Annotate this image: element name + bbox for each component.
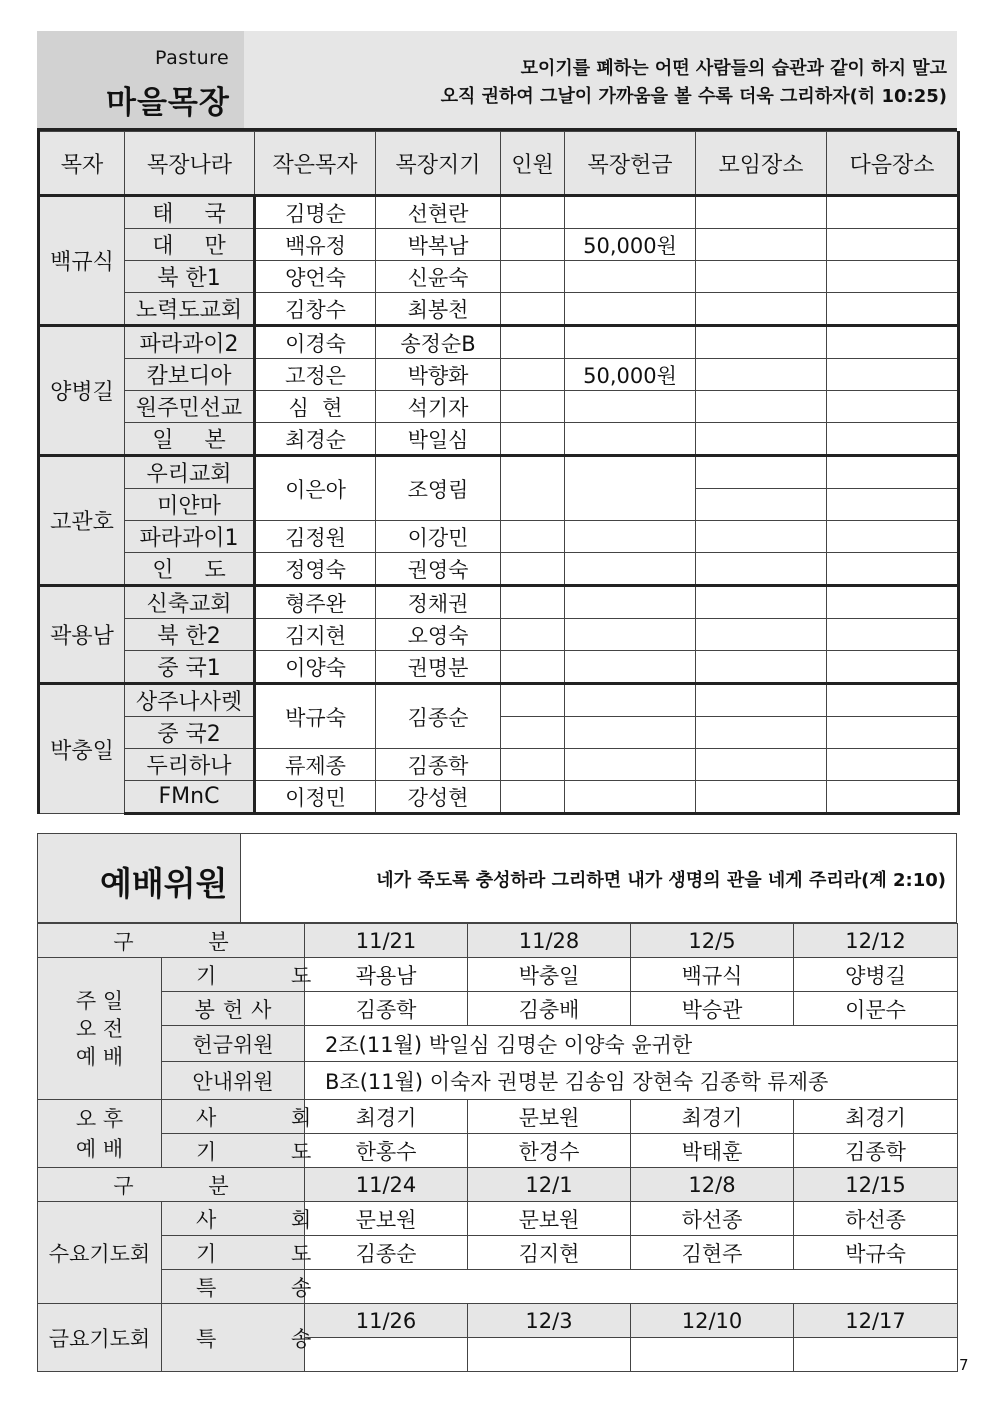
nation-cell: 미얀마 bbox=[125, 489, 255, 521]
name-cell: 박충일 bbox=[468, 958, 631, 992]
place-cell bbox=[696, 717, 827, 749]
name-cell: 한홍수 bbox=[305, 1134, 468, 1168]
prayer-label: 기 도 bbox=[162, 1236, 305, 1270]
name-cell: 이문수 bbox=[794, 992, 958, 1026]
nation-cell: FMnC bbox=[125, 781, 255, 814]
table-row bbox=[38, 1304, 958, 1338]
offering-cell bbox=[565, 619, 696, 651]
table-row bbox=[39, 651, 959, 684]
small-leader-cell: 이양숙 bbox=[255, 651, 376, 684]
keeper-cell: 권명분 bbox=[376, 651, 501, 684]
small-leader-cell: 김명순 bbox=[255, 196, 376, 229]
table-row bbox=[38, 1202, 958, 1236]
div-label: 구 분 bbox=[38, 1168, 305, 1202]
next-place-cell bbox=[827, 359, 959, 391]
name-cell: 백규식 bbox=[631, 958, 794, 992]
small-leader-cell: 백유정 bbox=[255, 229, 376, 261]
place-cell bbox=[696, 423, 827, 456]
leader-cell: 박충일 bbox=[39, 684, 125, 814]
offering-cell bbox=[565, 684, 696, 717]
worship-verse: 네가 죽도록 충성하라 그리하면 내가 생명의 관을 네게 주리라(계 2:10) bbox=[376, 870, 946, 891]
table-row bbox=[39, 749, 959, 781]
worship-header bbox=[37, 833, 957, 923]
offering-cell bbox=[565, 553, 696, 586]
small-leader-cell: 류제종 bbox=[255, 749, 376, 781]
small-leader-cell: 고정은 bbox=[255, 359, 376, 391]
table-row bbox=[39, 391, 959, 423]
place-cell bbox=[696, 229, 827, 261]
keeper-cell: 선현란 bbox=[376, 196, 501, 229]
place-cell bbox=[696, 391, 827, 423]
keeper-cell: 송정순B bbox=[376, 326, 501, 359]
offering-cell bbox=[565, 781, 696, 814]
name-cell: 문보원 bbox=[305, 1202, 468, 1236]
next-place-cell bbox=[827, 196, 959, 229]
table-row bbox=[38, 992, 958, 1026]
place-cell bbox=[696, 781, 827, 814]
nation-cell: 북 한2 bbox=[125, 619, 255, 651]
fri-label: 금요기도회 bbox=[38, 1304, 162, 1372]
offering-cell bbox=[565, 326, 696, 359]
date-cell: 12/5 bbox=[631, 924, 794, 958]
count-cell bbox=[501, 553, 565, 586]
count-cell bbox=[501, 261, 565, 293]
place-cell bbox=[696, 749, 827, 781]
table-row bbox=[38, 1100, 958, 1134]
sunday-am-label bbox=[38, 958, 162, 1100]
nation-cell: 상주나사렛 bbox=[125, 684, 255, 717]
date-cell: 11/21 bbox=[305, 924, 468, 958]
keeper-cell: 최봉천 bbox=[376, 293, 501, 326]
count-cell bbox=[501, 326, 565, 359]
leader-cell: 고관호 bbox=[39, 456, 125, 586]
table-row bbox=[39, 326, 959, 359]
small-leader-cell: 김지현 bbox=[255, 619, 376, 651]
usher-text: B조(11월) 이숙자 권명분 김송임 장현숙 김종학 류제종 bbox=[305, 1062, 958, 1100]
date-cell: 12/15 bbox=[794, 1168, 958, 1202]
nation-cell: 파라과이1 bbox=[125, 521, 255, 553]
offering-cell bbox=[565, 651, 696, 684]
next-place-cell bbox=[827, 781, 959, 814]
name-cell: 김현주 bbox=[631, 1236, 794, 1270]
name-cell: 박승관 bbox=[631, 992, 794, 1026]
name-cell: 박규숙 bbox=[794, 1236, 958, 1270]
usher-label: 안내위원 bbox=[162, 1062, 305, 1100]
worship-title: 예배위원 bbox=[100, 864, 228, 903]
offering-cell: 50,000원 bbox=[565, 359, 696, 391]
next-place-cell bbox=[827, 293, 959, 326]
small-leader-cell: 정영숙 bbox=[255, 553, 376, 586]
name-cell: 김충배 bbox=[468, 992, 631, 1026]
offering-cell: 50,000원 bbox=[565, 229, 696, 261]
leader-cell: 양병길 bbox=[39, 326, 125, 456]
table-row bbox=[39, 423, 959, 456]
fri-special-cell bbox=[468, 1338, 631, 1372]
keeper-cell: 이강민 bbox=[376, 521, 501, 553]
place-cell bbox=[696, 293, 827, 326]
pm-line: 예 배 bbox=[75, 1136, 124, 1161]
leader-cell: 백규식 bbox=[39, 196, 125, 326]
date-cell: 11/28 bbox=[468, 924, 631, 958]
name-cell: 김종학 bbox=[794, 1134, 958, 1168]
next-place-cell bbox=[827, 229, 959, 261]
count-cell bbox=[501, 359, 565, 391]
table-row bbox=[39, 359, 959, 391]
table-row bbox=[39, 684, 959, 717]
table-row bbox=[39, 619, 959, 651]
leader-cell: 곽용남 bbox=[39, 586, 125, 684]
place-cell bbox=[696, 619, 827, 651]
pasture-table bbox=[37, 131, 960, 815]
offering-cell bbox=[565, 196, 696, 229]
table-row bbox=[38, 924, 958, 958]
small-leader-cell: 김창수 bbox=[255, 293, 376, 326]
pasture-header bbox=[37, 31, 957, 131]
pasture-subtitle: Pasture bbox=[155, 47, 230, 69]
next-place-cell bbox=[827, 651, 959, 684]
offering-cell bbox=[565, 391, 696, 423]
small-leader-cell: 심 현 bbox=[255, 391, 376, 423]
next-place-cell bbox=[827, 326, 959, 359]
special-label: 특 송 bbox=[162, 1304, 305, 1372]
count-cell bbox=[501, 781, 565, 814]
small-leader-cell: 이은아 bbox=[255, 456, 376, 521]
table-row bbox=[39, 586, 959, 619]
table-row bbox=[38, 1168, 958, 1202]
next-place-cell bbox=[827, 684, 959, 717]
place-cell bbox=[696, 553, 827, 586]
col-header: 목장헌금 bbox=[565, 132, 696, 196]
nation-cell: 신축교회 bbox=[125, 586, 255, 619]
keeper-cell: 신윤숙 bbox=[376, 261, 501, 293]
nation-cell: 원주민선교 bbox=[125, 391, 255, 423]
host-label: 사 회 bbox=[162, 1100, 305, 1134]
offering-cell bbox=[565, 456, 696, 521]
place-cell bbox=[696, 359, 827, 391]
name-cell: 문보원 bbox=[468, 1100, 631, 1134]
keeper-cell: 박일심 bbox=[376, 423, 501, 456]
table-row bbox=[39, 261, 959, 293]
table-row bbox=[38, 1026, 958, 1062]
date-cell: 12/8 bbox=[631, 1168, 794, 1202]
table-row bbox=[38, 1134, 958, 1168]
prayer-label: 기 도 bbox=[162, 1134, 305, 1168]
name-cell: 한경수 bbox=[468, 1134, 631, 1168]
prayer-label: 기 도 bbox=[162, 958, 305, 992]
table-row bbox=[38, 1062, 958, 1100]
header-verse bbox=[441, 55, 947, 111]
keeper-cell: 박복남 bbox=[376, 229, 501, 261]
nation-cell: 인 도 bbox=[125, 553, 255, 586]
offering-cell bbox=[565, 423, 696, 456]
col-header: 목장지기 bbox=[376, 132, 501, 196]
offering-cell bbox=[565, 261, 696, 293]
sunday-am-line: 예 배 bbox=[75, 1044, 124, 1069]
table-row bbox=[39, 456, 959, 489]
money-text: 2조(11월) 박일심 김명순 이양숙 윤귀한 bbox=[305, 1026, 958, 1062]
special-cell bbox=[305, 1270, 958, 1304]
offering-cell bbox=[565, 749, 696, 781]
place-cell bbox=[696, 489, 827, 521]
keeper-cell: 강성현 bbox=[376, 781, 501, 814]
next-place-cell bbox=[827, 553, 959, 586]
table-row bbox=[38, 1270, 958, 1304]
table-header-row bbox=[39, 132, 959, 196]
date-cell: 12/1 bbox=[468, 1168, 631, 1202]
nation-cell: 캄보디아 bbox=[125, 359, 255, 391]
keeper-cell: 조영림 bbox=[376, 456, 501, 521]
nation-cell: 우리교회 bbox=[125, 456, 255, 489]
small-leader-cell: 박규숙 bbox=[255, 684, 376, 749]
name-cell: 하선종 bbox=[794, 1202, 958, 1236]
count-cell bbox=[501, 293, 565, 326]
name-cell: 김종학 bbox=[305, 992, 468, 1026]
div-label: 구 분 bbox=[38, 924, 305, 958]
table-row bbox=[39, 229, 959, 261]
nation-cell: 북 한1 bbox=[125, 261, 255, 293]
table-row bbox=[39, 196, 959, 229]
table-row bbox=[39, 781, 959, 814]
date-cell: 11/26 bbox=[305, 1304, 468, 1338]
keeper-cell: 오영숙 bbox=[376, 619, 501, 651]
keeper-cell: 정채권 bbox=[376, 586, 501, 619]
next-place-cell bbox=[827, 586, 959, 619]
small-leader-cell: 최경순 bbox=[255, 423, 376, 456]
small-leader-cell: 양언숙 bbox=[255, 261, 376, 293]
special-label: 특 송 bbox=[162, 1270, 305, 1304]
worship-table bbox=[37, 923, 958, 1372]
host-label: 사 회 bbox=[162, 1202, 305, 1236]
name-cell: 하선종 bbox=[631, 1202, 794, 1236]
count-cell bbox=[501, 619, 565, 651]
col-header: 인원 bbox=[501, 132, 565, 196]
table-row bbox=[39, 293, 959, 326]
place-cell bbox=[696, 456, 827, 489]
nation-cell: 두리하나 bbox=[125, 749, 255, 781]
name-cell: 문보원 bbox=[468, 1202, 631, 1236]
name-cell: 최경기 bbox=[305, 1100, 468, 1134]
count-cell bbox=[501, 229, 565, 261]
nation-cell: 대 만 bbox=[125, 229, 255, 261]
wed-label: 수요기도회 bbox=[38, 1202, 162, 1304]
nation-cell: 일 본 bbox=[125, 423, 255, 456]
count-cell bbox=[501, 391, 565, 423]
next-place-cell bbox=[827, 391, 959, 423]
date-cell: 12/3 bbox=[468, 1304, 631, 1338]
small-leader-cell: 이경숙 bbox=[255, 326, 376, 359]
table-row bbox=[38, 1236, 958, 1270]
next-place-cell bbox=[827, 489, 959, 521]
count-cell bbox=[501, 456, 565, 521]
offering-cell bbox=[565, 717, 696, 749]
pm-line: 오 후 bbox=[75, 1106, 124, 1131]
count-cell bbox=[501, 423, 565, 456]
col-header: 목장나라 bbox=[125, 132, 255, 196]
next-place-cell bbox=[827, 717, 959, 749]
date-cell: 11/24 bbox=[305, 1168, 468, 1202]
table-row bbox=[38, 958, 958, 992]
next-place-cell bbox=[827, 423, 959, 456]
count-cell bbox=[501, 586, 565, 619]
offering-cell bbox=[565, 293, 696, 326]
pm-label bbox=[38, 1100, 162, 1168]
place-cell bbox=[696, 326, 827, 359]
place-cell bbox=[696, 261, 827, 293]
keeper-cell: 김종순 bbox=[376, 684, 501, 749]
fri-special-cell bbox=[794, 1338, 958, 1372]
name-cell: 김종순 bbox=[305, 1236, 468, 1270]
date-cell: 12/12 bbox=[794, 924, 958, 958]
next-place-cell bbox=[827, 456, 959, 489]
place-cell bbox=[696, 196, 827, 229]
page-number: 7 bbox=[959, 1356, 969, 1374]
col-header: 다음장소 bbox=[827, 132, 959, 196]
verse-line-1: 모이기를 폐하는 어떤 사람들의 습관과 같이 하지 말고 bbox=[520, 58, 947, 79]
table-row bbox=[39, 521, 959, 553]
place-cell bbox=[696, 586, 827, 619]
offering-cell bbox=[565, 521, 696, 553]
next-place-cell bbox=[827, 521, 959, 553]
keeper-cell: 권영숙 bbox=[376, 553, 501, 586]
nation-cell: 중 국1 bbox=[125, 651, 255, 684]
small-leader-cell: 김정원 bbox=[255, 521, 376, 553]
small-leader-cell: 이정민 bbox=[255, 781, 376, 814]
keeper-cell: 김종학 bbox=[376, 749, 501, 781]
col-header: 목자 bbox=[39, 132, 125, 196]
fri-special-cell bbox=[631, 1338, 794, 1372]
name-cell: 박태훈 bbox=[631, 1134, 794, 1168]
place-cell bbox=[696, 521, 827, 553]
place-cell bbox=[696, 651, 827, 684]
keeper-cell: 박향화 bbox=[376, 359, 501, 391]
next-place-cell bbox=[827, 619, 959, 651]
offering-label: 봉헌사 bbox=[162, 992, 305, 1026]
worship-title-box bbox=[38, 834, 241, 922]
pasture-title: 마을목장 bbox=[106, 85, 230, 121]
name-cell: 김지현 bbox=[468, 1236, 631, 1270]
name-cell: 최경기 bbox=[631, 1100, 794, 1134]
col-header: 모임장소 bbox=[696, 132, 827, 196]
next-place-cell bbox=[827, 749, 959, 781]
sunday-am-line: 주 일 bbox=[75, 988, 124, 1013]
count-cell bbox=[501, 717, 565, 749]
small-leader-cell: 형주완 bbox=[255, 586, 376, 619]
table-row bbox=[39, 553, 959, 586]
nation-cell: 파라과이2 bbox=[125, 326, 255, 359]
nation-cell: 중 국2 bbox=[125, 717, 255, 749]
name-cell: 양병길 bbox=[794, 958, 958, 992]
money-label: 헌금위원 bbox=[162, 1026, 305, 1062]
count-cell bbox=[501, 651, 565, 684]
keeper-cell: 석기자 bbox=[376, 391, 501, 423]
name-cell: 곽용남 bbox=[305, 958, 468, 992]
name-cell: 최경기 bbox=[794, 1100, 958, 1134]
nation-cell: 태 국 bbox=[125, 196, 255, 229]
date-cell: 12/10 bbox=[631, 1304, 794, 1338]
count-cell bbox=[501, 749, 565, 781]
sunday-am-line: 오 전 bbox=[75, 1016, 124, 1041]
place-cell bbox=[696, 684, 827, 717]
offering-cell bbox=[565, 586, 696, 619]
date-cell: 12/17 bbox=[794, 1304, 958, 1338]
count-cell bbox=[501, 684, 565, 717]
count-cell bbox=[501, 196, 565, 229]
nation-cell: 노력도교회 bbox=[125, 293, 255, 326]
verse-line-2: 오직 권하여 그날이 가까움을 볼 수록 더욱 그리하자(히 10:25) bbox=[440, 86, 947, 107]
count-cell bbox=[501, 521, 565, 553]
next-place-cell bbox=[827, 261, 959, 293]
col-header: 작은목자 bbox=[255, 132, 376, 196]
